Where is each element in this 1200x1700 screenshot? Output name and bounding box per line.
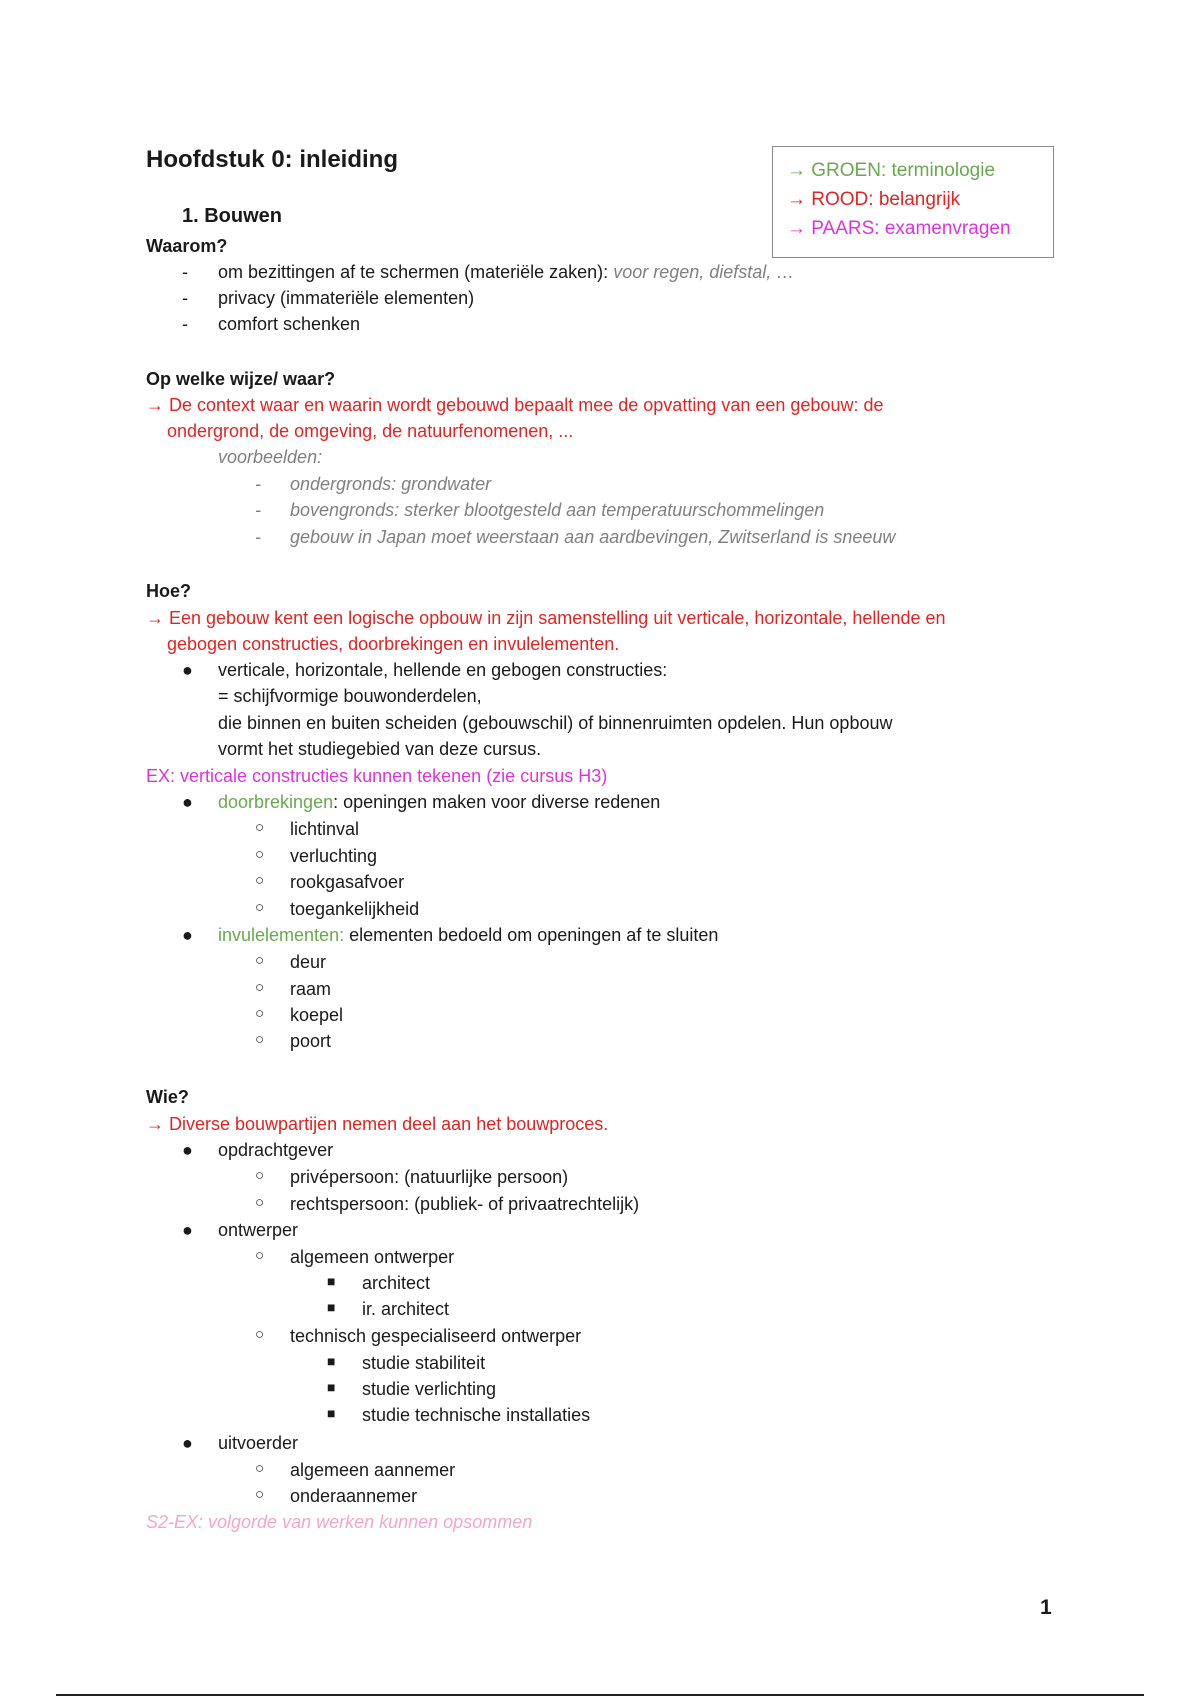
- list-item: verticale, horizontale, hellende en gebogen constructies:: [218, 660, 668, 680]
- sub-item: toegankelijkheid: [290, 899, 420, 919]
- square-bullet: ■: [327, 1273, 336, 1289]
- sub-item: privépersoon: (natuurlijke persoon): [290, 1167, 569, 1187]
- sub-item: algemeen aannemer: [290, 1460, 456, 1480]
- square-bullet: ■: [327, 1353, 336, 1369]
- question-wijze: Op welke wijze/ waar?: [146, 369, 336, 389]
- page-title: Hoofdstuk 0: inleiding: [146, 146, 398, 173]
- circle-bullet: ○: [255, 1247, 265, 1264]
- sub-item: onderaannemer: [290, 1486, 418, 1506]
- circle-bullet: ○: [255, 819, 265, 836]
- dash-bullet: -: [255, 500, 261, 520]
- dash-bullet: -: [182, 262, 188, 282]
- important-line: → Diverse bouwpartijen nemen deel aan het bouwproces.: [146, 1114, 609, 1134]
- circle-bullet: ○: [255, 952, 265, 969]
- list-item: uitvoerder: [218, 1433, 299, 1453]
- list-item: om bezittingen af te schermen (materiële zaken): voor regen, diefstal, …: [218, 262, 795, 282]
- circle-bullet: ○: [255, 872, 265, 889]
- circle-bullet: ○: [255, 1486, 265, 1503]
- exam-note: EX: verticale constructies kunnen tekenen (zie cursus H3): [146, 766, 608, 786]
- circle-bullet: ○: [255, 1460, 265, 1477]
- footer-divider: [56, 1694, 1144, 1696]
- dash-bullet: -: [255, 474, 261, 494]
- list-item: opdrachtgever: [218, 1140, 334, 1160]
- sub-item: technisch gespecialiseerd ontwerper: [290, 1326, 582, 1346]
- legend-purple: → PAARS: examenvragen: [787, 218, 1011, 239]
- dash-bullet: -: [182, 314, 188, 334]
- sub-sub-item: studie technische installaties: [362, 1405, 591, 1425]
- sub-sub-item: studie stabiliteit: [362, 1353, 486, 1373]
- list-item: invulelementen: elementen bedoeld om openingen af te sluiten: [218, 925, 719, 945]
- important-line: → Een gebouw kent een logische opbouw in zijn samenstelling uit verticale, horizontale, hellende en: [146, 608, 946, 628]
- circle-bullet: ○: [255, 846, 265, 863]
- disc-bullet: ●: [182, 660, 193, 680]
- legend-green: → GROEN: terminologie: [787, 160, 996, 181]
- s2-exam-note: S2-EX: volgorde van werken kunnen opsommen: [146, 1512, 533, 1532]
- list-item: ontwerper: [218, 1220, 299, 1240]
- question-hoe: Hoe?: [146, 581, 191, 601]
- circle-bullet: ○: [255, 1194, 265, 1211]
- disc-bullet: ●: [182, 1433, 193, 1453]
- page-number: 1: [1040, 1596, 1052, 1619]
- sub-item: koepel: [290, 1005, 344, 1025]
- example-item: bovengronds: sterker blootgesteld aan temperatuurschommelingen: [290, 500, 825, 520]
- list-item-continuation: vormt het studiegebied van deze cursus.: [218, 739, 542, 759]
- dash-bullet: -: [182, 288, 188, 308]
- sub-item: raam: [290, 979, 332, 999]
- circle-bullet: ○: [255, 979, 265, 996]
- sub-item: lichtinval: [290, 819, 360, 839]
- square-bullet: ■: [327, 1405, 336, 1421]
- circle-bullet: ○: [255, 1031, 265, 1048]
- color-legend: [772, 146, 1054, 258]
- circle-bullet: ○: [255, 1326, 265, 1343]
- square-bullet: ■: [327, 1299, 336, 1315]
- examples-label: voorbeelden:: [218, 447, 323, 467]
- list-item: comfort schenken: [218, 314, 361, 334]
- circle-bullet: ○: [255, 1005, 265, 1022]
- square-bullet: ■: [327, 1379, 336, 1395]
- list-item-continuation: = schijfvormige bouwonderdelen,: [218, 686, 482, 706]
- section-heading: 1. Bouwen: [182, 205, 283, 227]
- sub-item: algemeen ontwerper: [290, 1247, 455, 1267]
- dash-bullet: -: [255, 527, 261, 547]
- sub-item: deur: [290, 952, 327, 972]
- disc-bullet: ●: [182, 1220, 193, 1240]
- question-waarom: Waarom?: [146, 236, 228, 256]
- important-line: → De context waar en waarin wordt gebouwd bepaalt mee de opvatting van een gebouw: de: [146, 395, 884, 415]
- sub-item: rechtspersoon: (publiek- of privaatrechtelijk): [290, 1194, 640, 1214]
- disc-bullet: ●: [182, 792, 193, 812]
- circle-bullet: ○: [255, 1167, 265, 1184]
- list-item: doorbrekingen: openingen maken voor diverse redenen: [218, 792, 661, 812]
- sub-sub-item: ir. architect: [362, 1299, 450, 1319]
- sub-sub-item: architect: [362, 1273, 431, 1293]
- disc-bullet: ●: [182, 925, 193, 945]
- sub-item: poort: [290, 1031, 332, 1051]
- example-item: gebouw in Japan moet weerstaan aan aardbevingen, Zwitserland is sneeuw: [290, 527, 896, 547]
- important-line: ondergrond, de omgeving, de natuurfenomenen, ...: [167, 421, 574, 441]
- question-wie: Wie?: [146, 1087, 189, 1107]
- circle-bullet: ○: [255, 899, 265, 916]
- legend-red: → ROOD: belangrijk: [787, 189, 961, 210]
- list-item-continuation: die binnen en buiten scheiden (gebouwschil) of binnenruimten opdelen. Hun opbouw: [218, 713, 893, 733]
- sub-sub-item: studie verlichting: [362, 1379, 497, 1399]
- sub-item: verluchting: [290, 846, 378, 866]
- important-line: gebogen constructies, doorbrekingen en invulelementen.: [167, 634, 620, 654]
- example-item: ondergronds: grondwater: [290, 474, 492, 494]
- list-item: privacy (immateriële elementen): [218, 288, 475, 308]
- sub-item: rookgasafvoer: [290, 872, 405, 892]
- disc-bullet: ●: [182, 1140, 193, 1160]
